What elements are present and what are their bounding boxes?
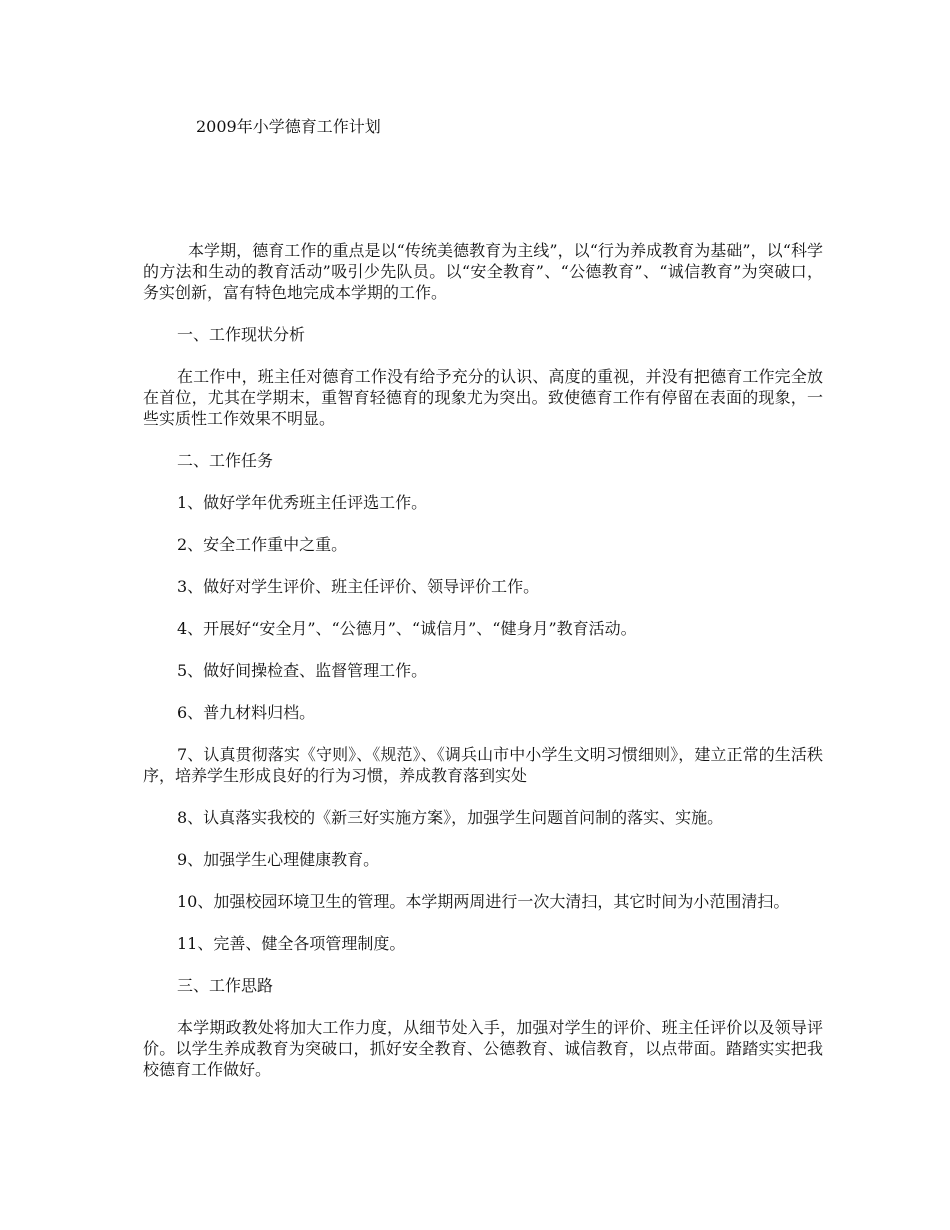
- intro-paragraph: 本学期，德育工作的重点是以“传统美德教育为主线”，以“行为养成教育为基础”，以“科学的方法和生动的教育活动”吸引少先队员。以“安全教育”、“公德教育”、“诚信教育”为突破口，务实创新，富有特色地完成本学期的工作。: [143, 241, 823, 302]
- task-item-5: 5、做好间操检查、监督管理工作。: [177, 661, 428, 680]
- task-item-4: 4、开展好“安全月”、“公德月”、“诚信月”、“健身月”教育活动。: [177, 619, 637, 638]
- task-item-1: 1、做好学年优秀班主任评选工作。: [177, 493, 428, 512]
- approach-paragraph: 本学期政教处将加大工作力度，从细节处入手，加强对学生的评价、班主任评价以及领导评价。以学生养成教育为突破口，抓好安全教育、公德教育、诚信教育，以点带面。踏踏实实把我校德育工作做好。: [143, 1018, 823, 1079]
- task-item-2: 2、安全工作重中之重。: [177, 535, 348, 554]
- task-item-9: 9、加强学生心理健康教育。: [177, 850, 380, 869]
- document-title: 2009年小学德育工作计划: [196, 117, 381, 136]
- section-heading-status-analysis: 一、工作现状分析: [177, 325, 306, 344]
- task-item-3: 3、做好对学生评价、班主任评价、领导评价工作。: [177, 577, 540, 596]
- task-item-6: 6、普九材料归档。: [177, 703, 316, 722]
- document-body: [143, 240, 823, 1101]
- status-analysis-paragraph: 在工作中，班主任对德育工作没有给予充分的认识、高度的重视，并没有把德育工作完全放在首位，尤其在学期末，重智育轻德育的现象尤为突出。致使德育工作有停留在表面的现象，一些实质性工作效果不明显。: [143, 367, 823, 428]
- task-item-7: 7、认真贯彻落实《守则》、《规范》、《调兵山市中小学生文明习惯细则》，建立正常的生活秩序，培养学生形成良好的行为习惯，养成教育落到实处: [143, 745, 823, 785]
- task-item-10: 10、加强校园环境卫生的管理。本学期两周进行一次大清扫，其它时间为小范围清扫。: [177, 892, 790, 911]
- section-heading-approach: 三、工作思路: [177, 976, 274, 995]
- task-item-11: 11、完善、健全各项管理制度。: [177, 934, 406, 953]
- section-heading-tasks: 二、工作任务: [177, 451, 274, 470]
- task-item-8: 8、认真落实我校的《新三好实施方案》，加强学生问题首问制的落实、实施。: [177, 808, 724, 827]
